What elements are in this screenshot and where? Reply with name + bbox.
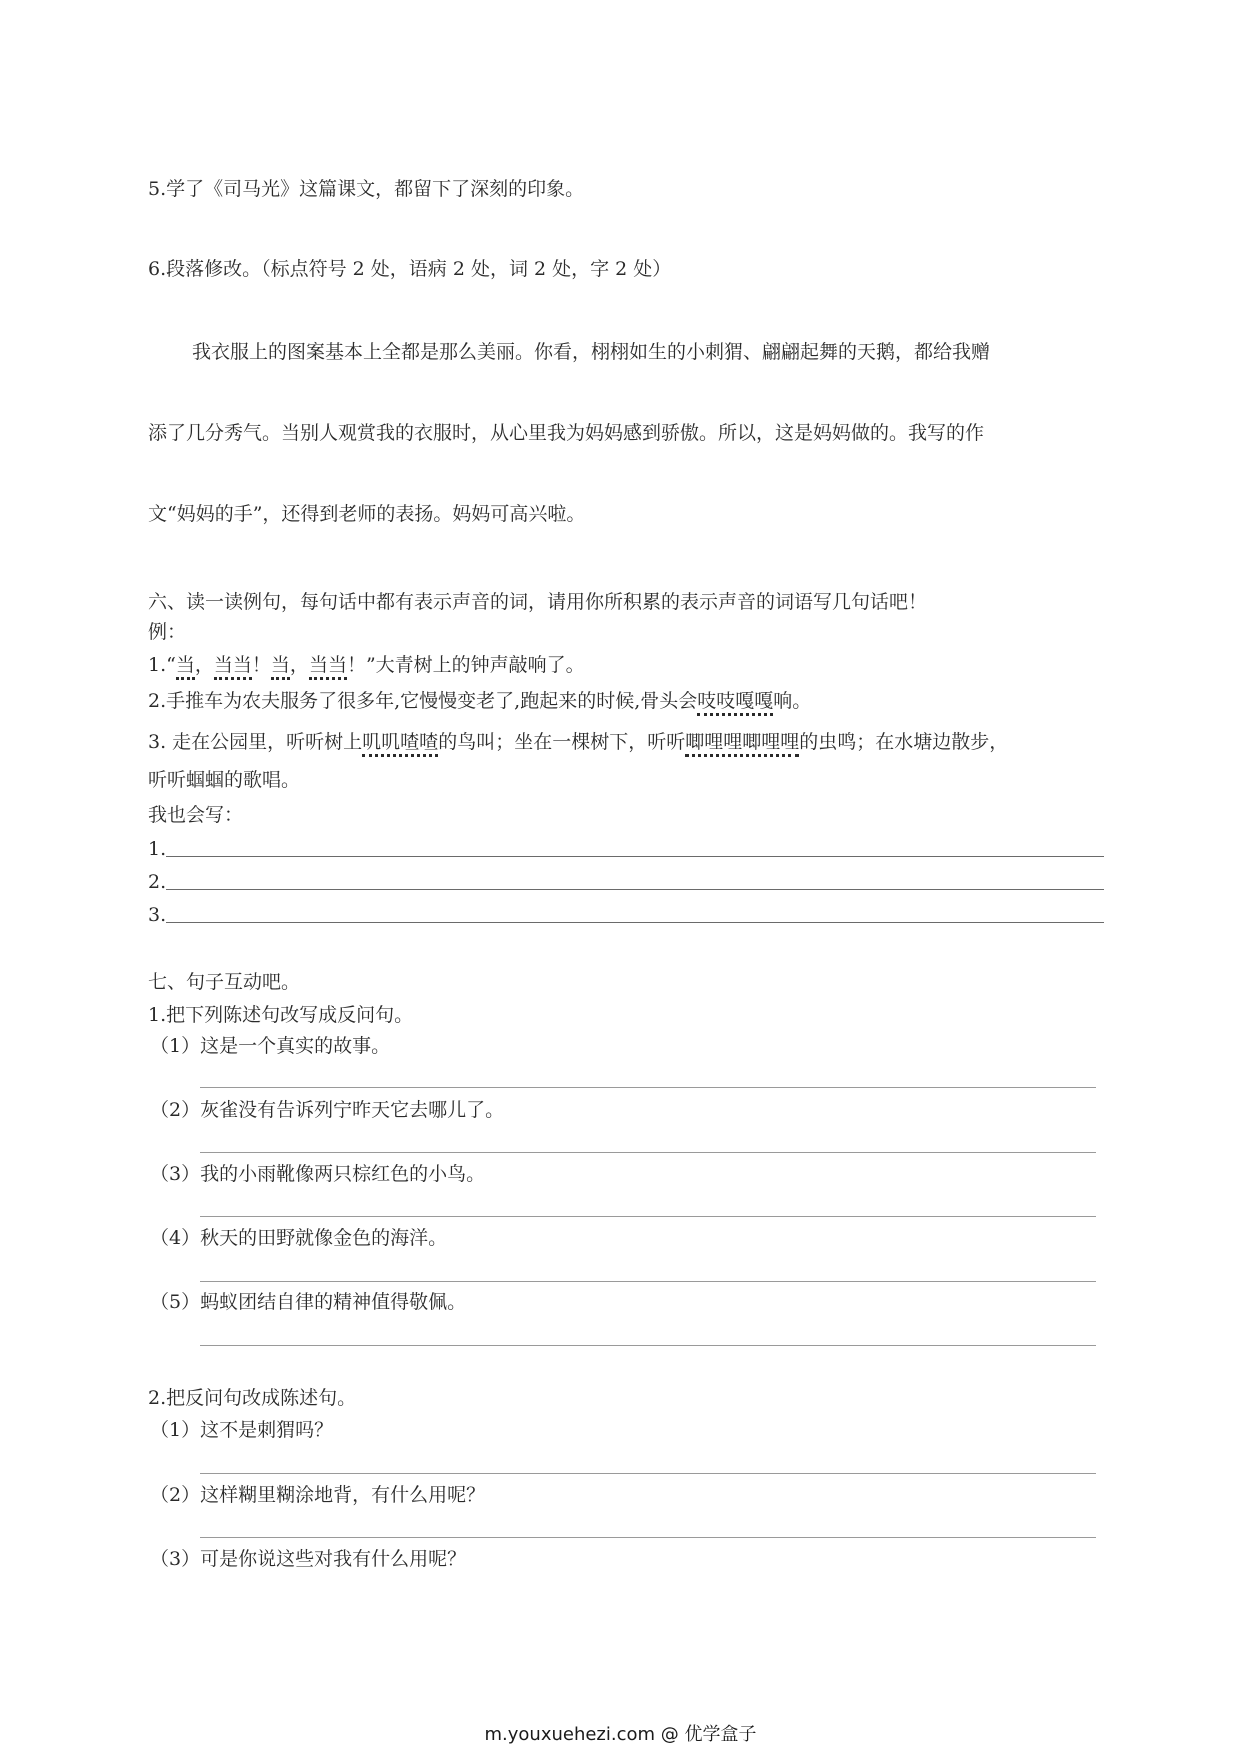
- write-line-2[interactable]: 2.: [148, 871, 1104, 891]
- question-5: 5.学了《司马光》这篇课文，都留下了深刻的印象。: [148, 178, 585, 200]
- example-sentence-3: 3. 走在公园里，听听树上叽叽喳喳的鸟叫；坐在一棵树下，听听唧哩哩唧哩哩的虫鸣；在水塘边散步，: [148, 733, 1008, 752]
- part-1-item-4: （4）秋天的田野就像金色的海洋。: [150, 1227, 448, 1249]
- part-2-title: 2.把反问句改成陈述句。: [148, 1387, 357, 1409]
- example-sentence-2: 2.手推车为农夫服务了很多年,它慢慢变老了,跑起来的时候,骨头会吱吱嘎嘎响。: [148, 692, 811, 711]
- sound-word: 当: [176, 654, 195, 680]
- sound-word: 当当: [214, 654, 252, 680]
- answer-line[interactable]: [200, 1281, 1096, 1282]
- answer-line[interactable]: [200, 1345, 1096, 1346]
- answer-line[interactable]: [200, 1537, 1096, 1538]
- question-6-title: 6.段落修改。（标点符号 2 处，语病 2 处，词 2 处，字 2 处）: [148, 258, 672, 280]
- sound-word: 叽叽喳喳: [362, 731, 438, 757]
- answer-line[interactable]: [200, 1216, 1096, 1217]
- paragraph-line-3: 文“妈妈的手”，还得到老师的表扬。妈妈可高兴啦。: [148, 503, 586, 525]
- part-1-item-1: （1）这是一个真实的故事。: [150, 1035, 391, 1057]
- sound-word: 吱吱嘎嘎: [697, 690, 773, 716]
- example-sentence-1: 1.“当，当当！当，当当！”大青树上的钟声敲响了。: [148, 656, 585, 675]
- sound-word: 当: [271, 654, 290, 680]
- answer-line: [166, 922, 1104, 923]
- answer-line[interactable]: [200, 1152, 1096, 1153]
- answer-line: [166, 889, 1104, 890]
- answer-line[interactable]: [200, 1473, 1096, 1474]
- example-label: 例：: [148, 621, 187, 643]
- part-2-item-2: （2）这样糊里糊涂地背，有什么用呢？: [150, 1484, 486, 1506]
- part-1-item-5: （5）蚂蚁团结自律的精神值得敬佩。: [150, 1291, 467, 1313]
- section-7-title: 七、句子互动吧。: [148, 971, 301, 993]
- example-sentence-3-cont: 听听蝈蝈的歌唱。: [148, 769, 301, 791]
- part-1-item-2: （2）灰雀没有告诉列宁昨天它去哪儿了。: [150, 1099, 505, 1121]
- paragraph-line-1: 我衣服上的图案基本上全都是那么美丽。你看，栩栩如生的小刺猬、翩翩起舞的天鹅，都给我赠: [192, 341, 991, 363]
- write-line-3[interactable]: 3.: [148, 904, 1104, 924]
- footer-watermark: m.youxuehezi.com @ 优学盒子: [484, 1724, 757, 1745]
- part-2-item-3: （3）可是你说这些对我有什么用呢？: [150, 1548, 467, 1570]
- part-1-title: 1.把下列陈述句改写成反问句。: [148, 1004, 414, 1026]
- write-line-1[interactable]: 1.: [148, 838, 1104, 858]
- paragraph-line-2: 添了几分秀气。当别人观赏我的衣服时，从心里我为妈妈感到骄傲。所以，这是妈妈做的。我写的作: [148, 422, 985, 444]
- answer-line: [166, 856, 1104, 857]
- sound-word: 当当: [309, 654, 347, 680]
- answer-line[interactable]: [200, 1087, 1096, 1088]
- part-1-item-3: （3）我的小雨靴像两只棕红色的小鸟。: [150, 1163, 486, 1185]
- write-label: 我也会写：: [148, 804, 244, 826]
- sound-word: 唧哩哩唧哩哩: [685, 731, 799, 757]
- part-2-item-1: （1）这不是刺猬吗？: [150, 1419, 334, 1441]
- section-6-title: 六、读一读例句，每句话中都有表示声音的词，请用你所积累的表示声音的词语写几句话吧！: [148, 591, 928, 613]
